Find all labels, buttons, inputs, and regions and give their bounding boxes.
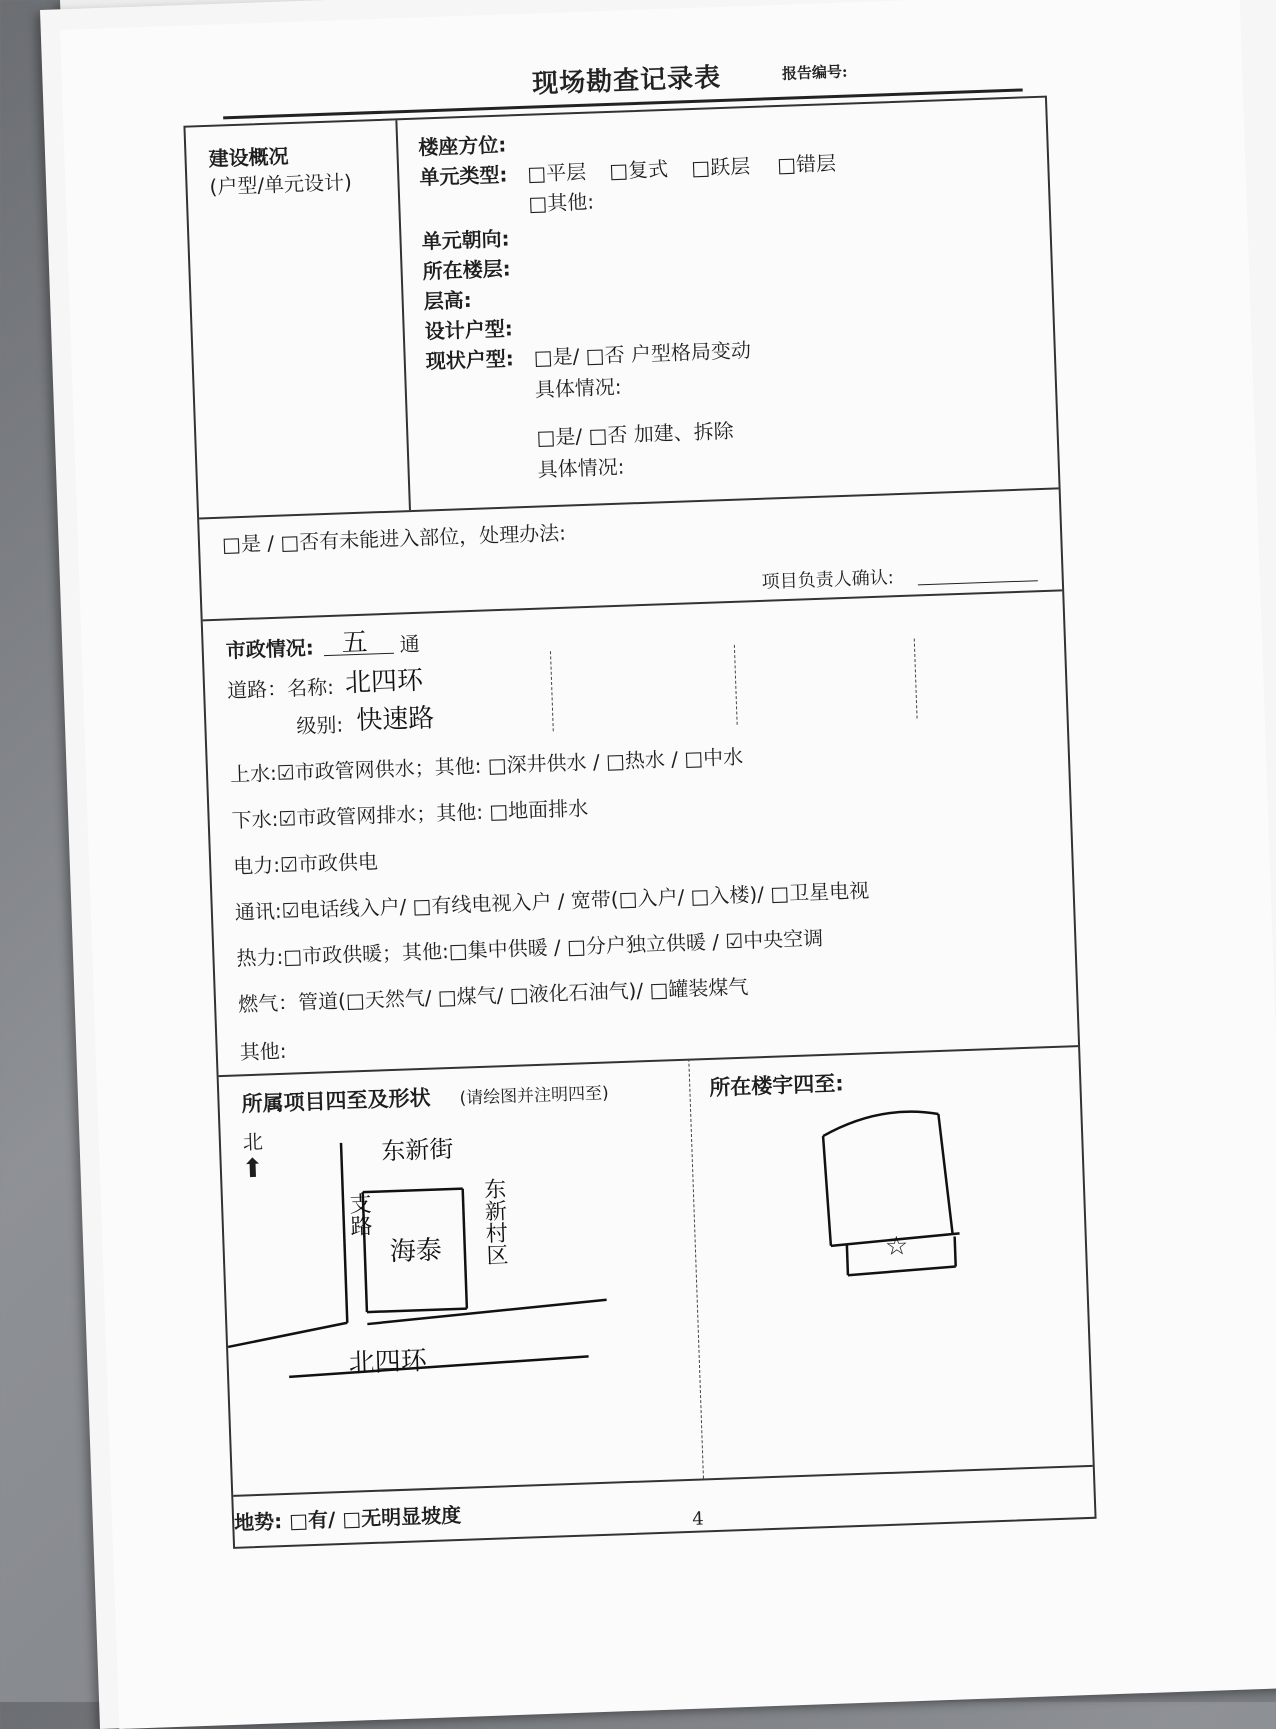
other-row[interactable]: 其他: (239, 1038, 287, 1065)
layout-detail-label: 具体情况: (534, 374, 622, 402)
unit-type-split[interactable]: □错层 (776, 151, 837, 178)
inaccessible-area-option[interactable]: □是 / □否有未能进入部位，处理办法: (221, 520, 567, 557)
floor-label: 所在楼层: (422, 256, 512, 284)
row-divider (203, 589, 1063, 621)
row-divider (219, 1045, 1079, 1077)
unit-type-flat[interactable]: □平层 (526, 159, 587, 186)
page-number: 4 (691, 1508, 705, 1530)
dotted-divider (914, 639, 918, 719)
building-sketch (810, 1100, 997, 1306)
dotted-divider (734, 645, 738, 725)
unit-type-label: 单元类型: (418, 162, 508, 190)
heating-row[interactable]: 热力:□市政供暖；其他:□集中供暖 / □分户独立供暖 / ☑中央空调 (236, 925, 824, 971)
map-left-label: 支路 (345, 1191, 373, 1237)
unit-type-loft[interactable]: □跃层 (690, 154, 751, 181)
construction-label: 建设概况 (208, 144, 289, 171)
layout-change-option[interactable]: □是/ □否 户型格局变动 (533, 338, 752, 370)
column-divider (395, 120, 411, 510)
form-title: 现场勘查记录表 (531, 62, 722, 100)
project-surroundings-label: 所属项目四至及形状 (241, 1085, 431, 1117)
map-right-label: 东新村区 (480, 1177, 509, 1266)
report-number-label: 报告编号: (781, 62, 848, 83)
map-top-label: 东新街 (380, 1134, 454, 1166)
dotted-divider (550, 651, 554, 731)
manager-confirm-label: 项目负责人确认: (761, 567, 895, 593)
build-demolish-option[interactable]: □是/ □否 加建、拆除 (536, 418, 735, 450)
construction-sublabel: (户型/单元设计) (209, 169, 353, 199)
municipal-suffix: 通 (399, 631, 421, 657)
municipal-label: 市政情况: (225, 635, 315, 663)
build-detail-label: 具体情况: (537, 454, 625, 482)
project-surroundings-note: (请绘图并注明四至) (459, 1083, 610, 1109)
gas-row[interactable]: 燃气：管道(□天然气/ □煤气/ □液化石油气)/ □罐装煤气 (237, 974, 749, 1017)
unit-type-duplex[interactable]: □复式 (608, 156, 669, 183)
row-divider (233, 1465, 1093, 1497)
map-center-label: 海泰 (389, 1235, 443, 1268)
orientation-label: 单元朝向: (421, 226, 510, 254)
road-name-label: 道路：名称: (226, 674, 335, 703)
road-name-value[interactable]: 北四环 (344, 665, 424, 699)
drainage-row[interactable]: 下水:☑市政管网排水；其他: □地面排水 (231, 796, 589, 833)
height-label: 层高: (423, 287, 473, 314)
road-level-label: 级别: (296, 712, 344, 739)
manager-confirm-field[interactable] (918, 580, 1038, 585)
current-layout-label: 现状户型: (425, 346, 515, 374)
municipal-value[interactable]: 五 (341, 627, 369, 659)
form-sheet (60, 0, 1276, 1729)
building-position-label: 楼座方位: (417, 132, 507, 160)
project-map-sketch (220, 1101, 700, 1417)
water-supply-row[interactable]: 上水:☑市政管网供水；其他: □深井供水 / □热水 / □中水 (229, 744, 744, 787)
design-layout-label: 设计户型: (424, 316, 514, 344)
form-table (183, 96, 1096, 1549)
unit-type-other[interactable]: □其他: (527, 189, 595, 216)
building-surroundings-label: 所在楼宇四至: (708, 1071, 845, 1100)
row-divider (199, 487, 1059, 519)
telecom-row[interactable]: 通讯:☑电话线入户/ □有线电视入户 / 宽带(□入户/ □入楼)/ □卫星电视 (234, 878, 870, 925)
terrain-row[interactable]: 地势: □有/ □无明显坡度 (233, 1502, 462, 1535)
map-bottom-label: 北四环 (348, 1346, 428, 1379)
power-row[interactable]: 电力:☑市政供电 (232, 849, 379, 879)
road-level-value[interactable]: 快速路 (355, 703, 435, 737)
north-arrow-icon: ⬆ (241, 1153, 265, 1185)
star-marker-icon: ☆ (884, 1231, 909, 1262)
north-label: 北 (242, 1129, 264, 1155)
